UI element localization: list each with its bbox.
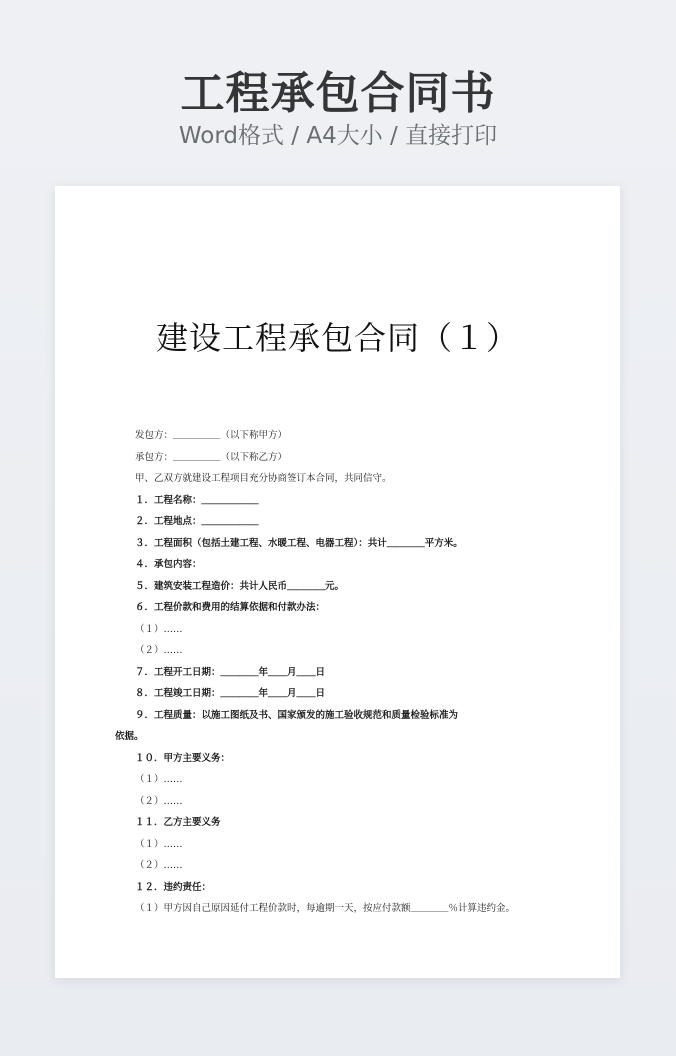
clause-project-name: １．工程名称：＿＿＿＿＿＿	[135, 495, 259, 506]
clause-liability: １２．违约责任：	[135, 882, 212, 893]
clause-project-area: ３．工程面积（包括土建工程、水暖工程、电器工程）：共计＿＿＿＿平方米。	[135, 538, 463, 549]
sub-item: （２）……	[135, 860, 183, 871]
clause-project-location: ２．工程地点：＿＿＿＿＿＿	[135, 516, 259, 527]
preamble-line: 甲、乙双方就建设工程项目充分协商签订本合同，共同信守。	[135, 473, 392, 484]
clause-party-a-duties: １０．甲方主要义务：	[135, 753, 231, 764]
party-b-line: 承包方：＿＿＿＿＿（以下称乙方）	[135, 452, 288, 463]
sub-item: （１）……	[135, 839, 183, 850]
party-a-line: 发包方：＿＿＿＿＿（以下称甲方）	[135, 430, 288, 441]
sub-item: （２）……	[135, 796, 183, 807]
clause-contract-price: ５．建筑安装工程造价：共计人民币＿＿＿＿元。	[135, 581, 345, 592]
document-page	[55, 186, 620, 978]
sub-item: （１）……	[135, 774, 183, 785]
clause-settlement: ６．工程价款和费用的结算依据和付款办法：	[135, 602, 326, 613]
document-title: 建设工程承包合同（１）	[155, 319, 519, 357]
clause-party-b-duties: １１．乙方主要义务	[135, 817, 221, 828]
sub-item: （１）……	[135, 624, 183, 635]
page-subtitle: Word格式 / A4大小 / 直接打印	[178, 123, 498, 149]
clause-completion-date: ８．工程竣工日期：＿＿＿＿年＿＿月＿＿日	[135, 688, 326, 699]
clause-quality: ９．工程质量：以施工图纸及书、国家颁发的施工验收规范和质量检验标准为	[135, 710, 459, 721]
liability-item: （１）甲方因自己原因延付工程价款时，每逾期一天，按应付款额＿＿＿＿％计算违约金。	[135, 903, 516, 914]
clause-quality-continued: 依据。	[115, 731, 144, 742]
clause-start-date: ７．工程开工日期：＿＿＿＿年＿＿月＿＿日	[135, 667, 326, 678]
sub-item: （２）……	[135, 645, 183, 656]
page-title: 工程承包合同书	[180, 68, 496, 119]
clause-contract-scope: ４．承包内容：	[135, 559, 202, 570]
